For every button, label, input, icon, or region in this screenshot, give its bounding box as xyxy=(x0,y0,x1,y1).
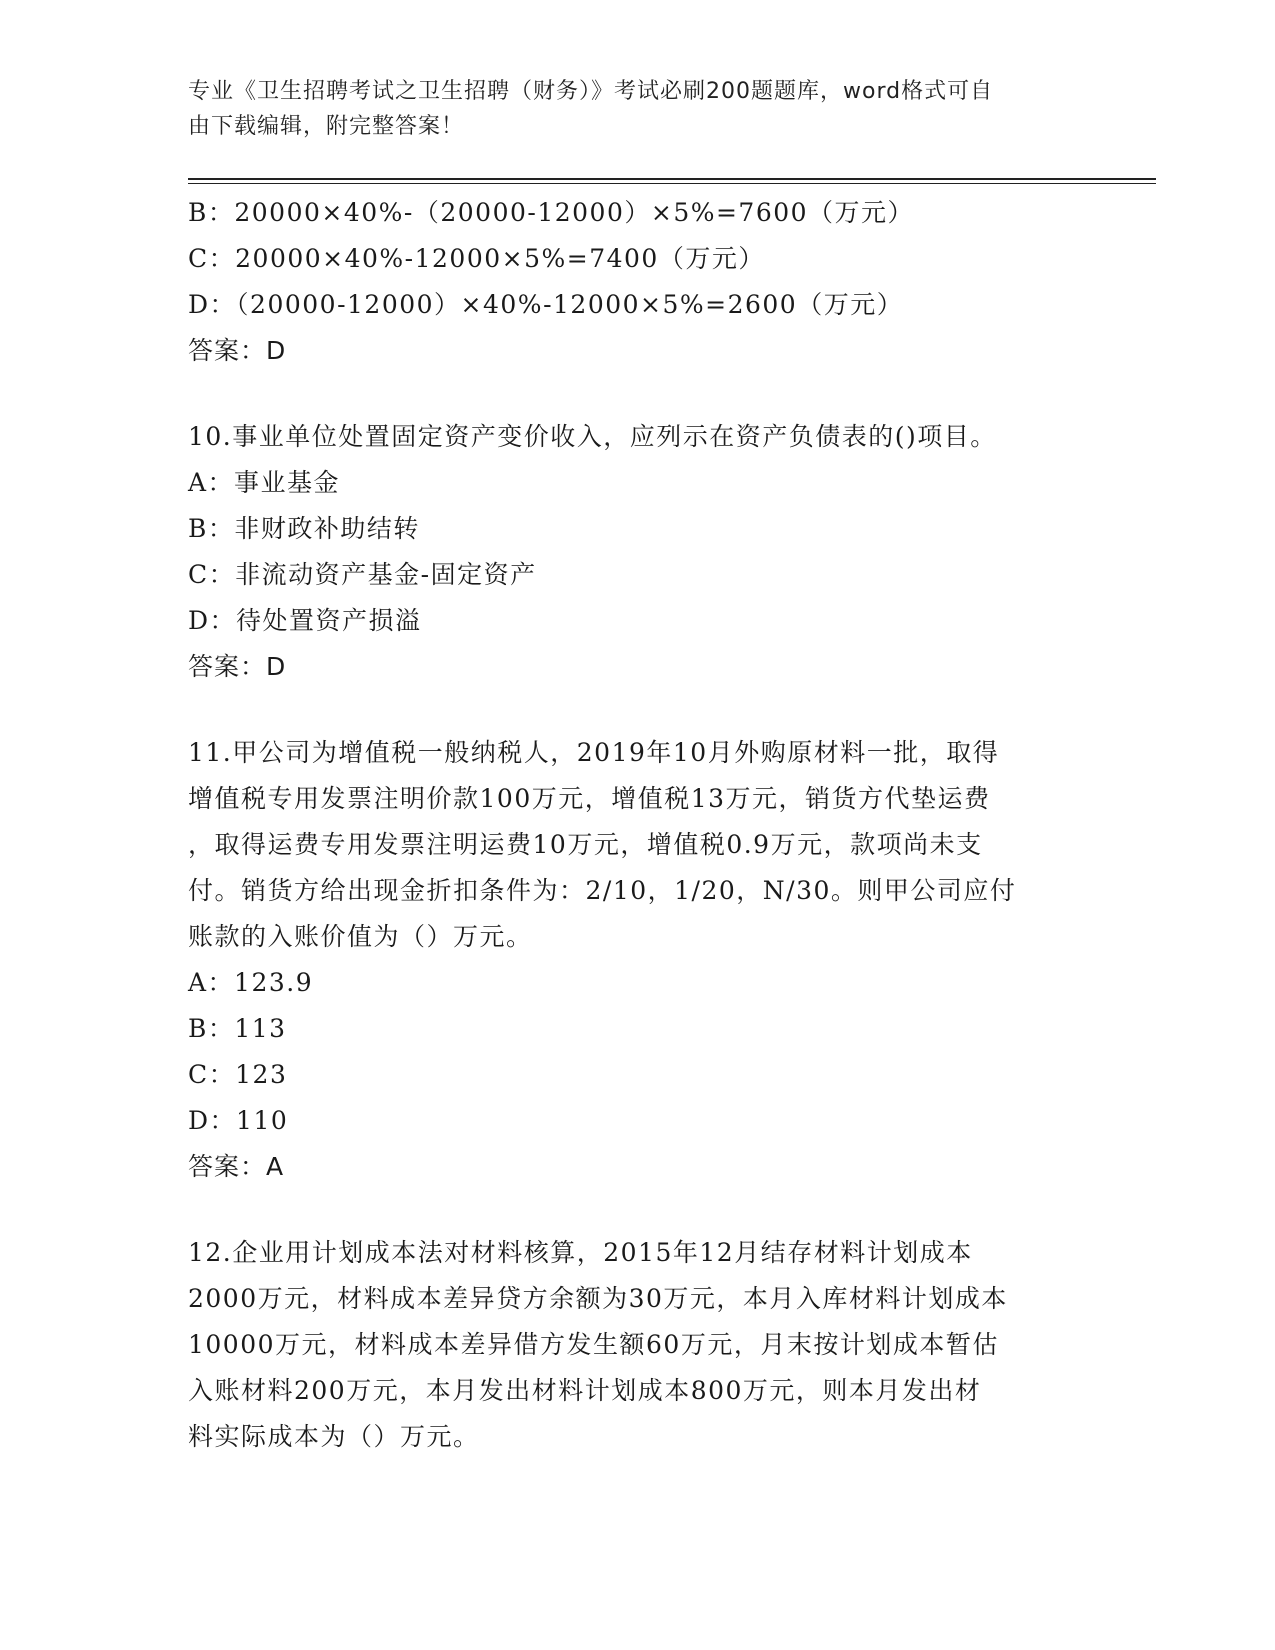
option-d: D：待处置资产损溢 xyxy=(188,606,422,635)
document-header xyxy=(188,74,1068,144)
answer-line: 答案：D xyxy=(188,336,287,365)
question-stem-line: 入账材料200万元，本月发出材料计划成本800万元，则本月发出材 xyxy=(188,1376,982,1405)
header-line-1: 专业《卫生招聘考试之卫生招聘（财务）》考试必刷200题题库，word格式可自 xyxy=(188,79,994,104)
spacer xyxy=(188,690,1088,730)
option-a: A：123.9 xyxy=(188,968,314,997)
question-stem: 10.事业单位处置固定资产变价收入，应列示在资产负债表的()项目。 xyxy=(188,422,997,451)
question-stem-line: ，取得运费专用发票注明运费10万元，增值税0.9万元，款项尚未支 xyxy=(188,830,983,859)
question-11 xyxy=(188,730,1088,1190)
question-stem-line: 增值税专用发票注明价款100万元，增值税13万元，销货方代垫运费 xyxy=(188,784,991,813)
spacer xyxy=(188,374,1088,414)
option-c: C：非流动资产基金-固定资产 xyxy=(188,560,537,589)
option-d: D：（20000-12000）×40%-12000×5%=2600（万元） xyxy=(188,290,904,319)
header-divider-thin xyxy=(188,183,1156,184)
option-b: B：20000×40%-（20000-12000）×5%=7600（万元） xyxy=(188,198,915,227)
header-line-2: 由下载编辑，附完整答案！ xyxy=(188,114,465,139)
option-b: B：非财政补助结转 xyxy=(188,514,420,543)
header-divider-thick xyxy=(188,178,1156,180)
option-b: B：113 xyxy=(188,1014,287,1043)
spacer xyxy=(188,1190,1088,1230)
answer-line: 答案：A xyxy=(188,1152,285,1181)
question-list xyxy=(188,190,1088,1460)
question-12 xyxy=(188,1230,1088,1460)
question-stem-line: 料实际成本为（）万元。 xyxy=(188,1422,480,1451)
question-stem-line: 付。销货方给出现金折扣条件为：2/10，1/20，N/30。则甲公司应付 xyxy=(188,876,1017,905)
question-10 xyxy=(188,414,1088,690)
question-stem-line: 账款的入账价值为（）万元。 xyxy=(188,922,533,951)
option-c: C：123 xyxy=(188,1060,288,1089)
question-stem-line: 10000万元，材料成本差异借方发生额60万元，月末按计划成本暂估 xyxy=(188,1330,999,1359)
option-a: A：事业基金 xyxy=(188,468,341,497)
question-9-tail xyxy=(188,190,1088,374)
option-c: C：20000×40%-12000×5%=7400（万元） xyxy=(188,244,765,273)
question-stem-line: 2000万元，材料成本差异贷方余额为30万元，本月入库材料计划成本 xyxy=(188,1284,1008,1313)
question-stem-line: 12.企业用计划成本法对材料核算，2015年12月结存材料计划成本 xyxy=(188,1238,973,1267)
answer-line: 答案：D xyxy=(188,652,287,681)
question-stem-line: 11.甲公司为增值税一般纳税人，2019年10月外购原材料一批，取得 xyxy=(188,738,1000,767)
option-d: D：110 xyxy=(188,1106,289,1135)
